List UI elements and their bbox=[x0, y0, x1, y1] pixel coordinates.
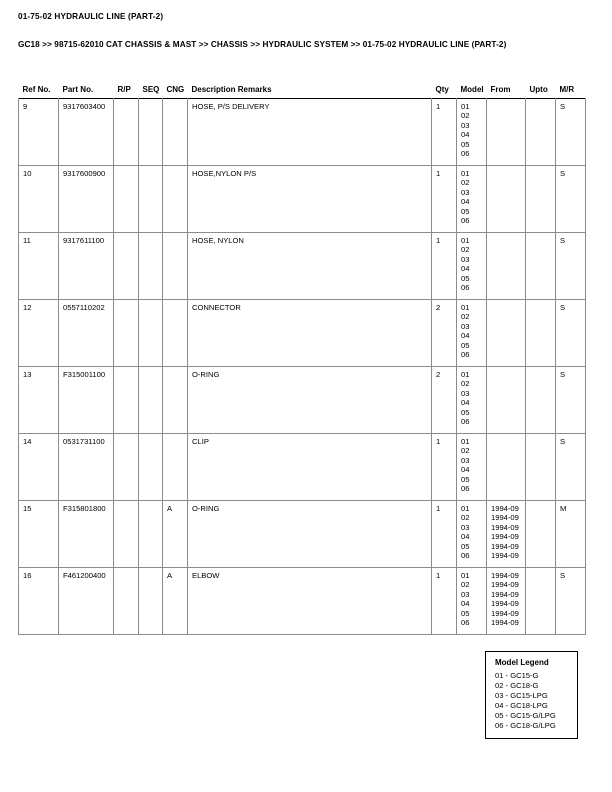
table-header-row bbox=[19, 85, 586, 99]
parts-table bbox=[18, 85, 586, 635]
cell-ref-no: 15 bbox=[19, 501, 59, 568]
cell-model: 01 02 03 04 05 06 bbox=[457, 434, 487, 501]
cell-cng bbox=[163, 300, 188, 367]
cell-mr: S bbox=[556, 434, 586, 501]
breadcrumb: GC18 >> 98715-62010 CAT CHASSIS & MAST >> CHASSIS >> HYDRAULIC SYSTEM >> 01-75-02 HYDRAULIC LINE (PART-2) bbox=[18, 40, 507, 49]
cell-from bbox=[487, 166, 526, 233]
column-header-ref-no: Ref No. bbox=[22, 85, 51, 94]
column-header-seq: SEQ bbox=[142, 85, 160, 94]
cell-mr: S bbox=[556, 99, 586, 166]
cell-rp bbox=[114, 166, 139, 233]
cell-seq bbox=[139, 568, 163, 635]
cell-part-no: 9317600900 bbox=[59, 166, 114, 233]
table-row bbox=[19, 99, 586, 166]
model-legend-entry: 01 - GC15-G bbox=[495, 671, 539, 680]
cell-from bbox=[487, 99, 526, 166]
cell-cng bbox=[163, 367, 188, 434]
model-legend-title: Model Legend bbox=[495, 658, 549, 667]
table-row bbox=[19, 434, 586, 501]
cell-description: HOSE, P/S DELIVERY bbox=[188, 99, 432, 166]
cell-seq bbox=[139, 434, 163, 501]
cell-from bbox=[487, 367, 526, 434]
cell-cng bbox=[163, 99, 188, 166]
cell-rp bbox=[114, 568, 139, 635]
cell-rp bbox=[114, 99, 139, 166]
cell-from bbox=[487, 434, 526, 501]
cell-part-no: 0531731100 bbox=[59, 434, 114, 501]
cell-qty: 1 bbox=[432, 568, 457, 635]
cell-part-no: F315001100 bbox=[59, 367, 114, 434]
cell-description: ELBOW bbox=[188, 568, 432, 635]
parts-table-container bbox=[18, 85, 585, 635]
table-body bbox=[19, 99, 586, 635]
cell-mr: S bbox=[556, 367, 586, 434]
table-row bbox=[19, 166, 586, 233]
cell-model: 01 02 03 04 05 06 bbox=[457, 300, 487, 367]
cell-model: 01 02 03 04 05 06 bbox=[457, 99, 487, 166]
cell-model: 01 02 03 04 05 06 bbox=[457, 166, 487, 233]
cell-upto bbox=[526, 501, 556, 568]
model-legend-entry: 04 - GC18-LPG bbox=[495, 701, 548, 710]
cell-ref-no: 13 bbox=[19, 367, 59, 434]
cell-upto bbox=[526, 568, 556, 635]
cell-from bbox=[487, 233, 526, 300]
cell-mr: S bbox=[556, 166, 586, 233]
cell-part-no: 9317603400 bbox=[59, 99, 114, 166]
cell-description: CONNECTOR bbox=[188, 300, 432, 367]
column-header-rp: R/P bbox=[117, 85, 131, 94]
table-row bbox=[19, 300, 586, 367]
model-legend-entry: 02 - GC18-G bbox=[495, 681, 539, 690]
cell-part-no: F315801800 bbox=[59, 501, 114, 568]
cell-part-no: F461200400 bbox=[59, 568, 114, 635]
cell-ref-no: 10 bbox=[19, 166, 59, 233]
table-row bbox=[19, 568, 586, 635]
table-header bbox=[19, 85, 586, 99]
model-legend-entry: 06 - GC18-G/LPG bbox=[495, 721, 556, 730]
cell-description: O-RING bbox=[188, 501, 432, 568]
column-header-cng: CNG bbox=[166, 85, 185, 94]
cell-ref-no: 16 bbox=[19, 568, 59, 635]
cell-from: 1994-09 1994-09 1994-09 1994-09 1994-09 1994-09 bbox=[487, 501, 526, 568]
cell-description: O-RING bbox=[188, 367, 432, 434]
cell-qty: 1 bbox=[432, 233, 457, 300]
cell-qty: 1 bbox=[432, 501, 457, 568]
cell-seq bbox=[139, 501, 163, 568]
column-header-mr: M/R bbox=[559, 85, 575, 94]
cell-model: 01 02 03 04 05 06 bbox=[457, 501, 487, 568]
model-legend-entry: 03 - GC15-LPG bbox=[495, 691, 548, 700]
cell-cng bbox=[163, 434, 188, 501]
cell-description: CLIP bbox=[188, 434, 432, 501]
table-row bbox=[19, 367, 586, 434]
cell-seq bbox=[139, 233, 163, 300]
cell-ref-no: 9 bbox=[19, 99, 59, 166]
cell-upto bbox=[526, 233, 556, 300]
cell-rp bbox=[114, 367, 139, 434]
cell-description: HOSE,NYLON P/S bbox=[188, 166, 432, 233]
cell-part-no: 0557110202 bbox=[59, 300, 114, 367]
column-header-model: Model bbox=[460, 85, 484, 94]
cell-rp bbox=[114, 233, 139, 300]
cell-seq bbox=[139, 166, 163, 233]
cell-qty: 2 bbox=[432, 300, 457, 367]
column-header-from: From bbox=[490, 85, 511, 94]
model-legend-entries bbox=[495, 671, 570, 731]
cell-mr: M bbox=[556, 501, 586, 568]
cell-upto bbox=[526, 99, 556, 166]
column-header-upto: Upto bbox=[529, 85, 548, 94]
cell-qty: 2 bbox=[432, 367, 457, 434]
cell-upto bbox=[526, 434, 556, 501]
cell-cng: A bbox=[163, 501, 188, 568]
cell-mr: S bbox=[556, 300, 586, 367]
cell-rp bbox=[114, 501, 139, 568]
page-title: 01-75-02 HYDRAULIC LINE (PART-2) bbox=[18, 12, 164, 21]
cell-cng bbox=[163, 233, 188, 300]
cell-part-no: 9317611100 bbox=[59, 233, 114, 300]
column-header-part-no: Part No. bbox=[62, 85, 94, 94]
model-legend-entry: 05 - GC15-G/LPG bbox=[495, 711, 556, 720]
cell-seq bbox=[139, 99, 163, 166]
cell-seq bbox=[139, 367, 163, 434]
cell-seq bbox=[139, 300, 163, 367]
cell-model: 01 02 03 04 05 06 bbox=[457, 233, 487, 300]
cell-mr: S bbox=[556, 233, 586, 300]
column-header-description: Description Remarks bbox=[191, 85, 272, 94]
cell-rp bbox=[114, 434, 139, 501]
cell-upto bbox=[526, 367, 556, 434]
cell-qty: 1 bbox=[432, 434, 457, 501]
cell-description: HOSE, NYLON bbox=[188, 233, 432, 300]
table-row bbox=[19, 233, 586, 300]
cell-model: 01 02 03 04 05 06 bbox=[457, 367, 487, 434]
cell-upto bbox=[526, 300, 556, 367]
cell-ref-no: 14 bbox=[19, 434, 59, 501]
cell-mr: S bbox=[556, 568, 586, 635]
cell-cng: A bbox=[163, 568, 188, 635]
cell-model: 01 02 03 04 05 06 bbox=[457, 568, 487, 635]
cell-ref-no: 12 bbox=[19, 300, 59, 367]
cell-qty: 1 bbox=[432, 99, 457, 166]
cell-from bbox=[487, 300, 526, 367]
cell-from: 1994-09 1994-09 1994-09 1994-09 1994-09 1994-09 bbox=[487, 568, 526, 635]
cell-cng bbox=[163, 166, 188, 233]
cell-rp bbox=[114, 300, 139, 367]
column-header-qty: Qty bbox=[435, 85, 449, 94]
cell-qty: 1 bbox=[432, 166, 457, 233]
table-row bbox=[19, 501, 586, 568]
model-legend-box bbox=[485, 651, 578, 739]
cell-upto bbox=[526, 166, 556, 233]
cell-ref-no: 11 bbox=[19, 233, 59, 300]
